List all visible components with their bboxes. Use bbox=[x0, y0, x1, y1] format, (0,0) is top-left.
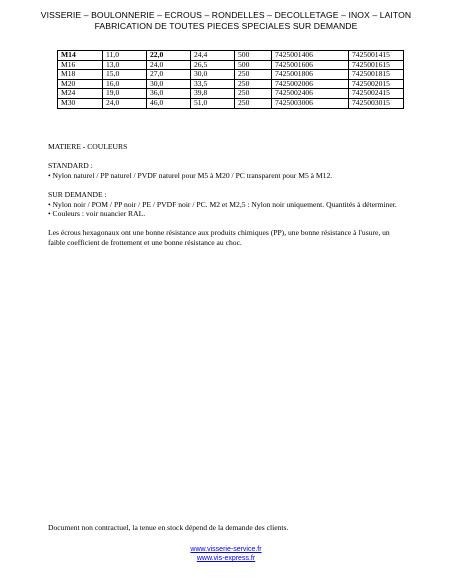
table-cell: 250 bbox=[235, 98, 272, 108]
table-cell: M20 bbox=[58, 79, 103, 89]
table-cell: 22,0 bbox=[147, 51, 191, 61]
on-demand-item-materials: • Nylon noir / POM / PP noir / PE / PVDF noir / PC. M2 et M2,5 : Nylon noir uniquement. Quantités à déterminer. bbox=[48, 199, 397, 209]
table-cell: 11,0 bbox=[103, 51, 147, 61]
materials-section bbox=[48, 142, 408, 248]
table-cell: 7425002006 bbox=[272, 79, 349, 89]
table-cell: 7425003006 bbox=[272, 98, 349, 108]
footer-disclaimer: Document non contractuel, la tenue en stock dépend de la demande des clients. bbox=[48, 523, 289, 532]
table-cell: M30 bbox=[58, 98, 103, 108]
product-description: Les écrous hexagonaux ont une bonne résistance aux produits chimiques (PP), une bonne résistance à l'usure, un faible coefficient de frottement et une bonne résistance au choc. bbox=[48, 228, 390, 247]
table-cell: 51,0 bbox=[191, 98, 235, 108]
table-cell: 16,0 bbox=[103, 79, 147, 89]
table-row bbox=[58, 70, 404, 80]
page-header bbox=[0, 10, 452, 32]
header-line-1: VISSERIE – BOULONNERIE – ECROUS – RONDELLES – DECOLLETAGE – INOX – LAITON bbox=[40, 10, 412, 20]
on-demand-item-colors: • Couleurs : voir nuancier RAL. bbox=[48, 209, 146, 219]
table-cell: 15,0 bbox=[103, 70, 147, 80]
table-cell: 7425001606 bbox=[272, 60, 349, 70]
table-cell: 19,0 bbox=[103, 89, 147, 99]
header-line-2: FABRICATION DE TOUTES PIECES SPECIALES SUR DEMANDE bbox=[94, 21, 358, 31]
table-cell: 7425003015 bbox=[349, 98, 404, 108]
table-cell: 24,4 bbox=[191, 51, 235, 61]
table-cell: 500 bbox=[235, 51, 272, 61]
table-cell: 7425001815 bbox=[349, 70, 404, 80]
table-cell: 30,0 bbox=[147, 79, 191, 89]
table-cell: 7425001806 bbox=[272, 70, 349, 80]
table-cell: 250 bbox=[235, 89, 272, 99]
table-cell: 7425001615 bbox=[349, 60, 404, 70]
table-row bbox=[58, 98, 404, 108]
table-cell: M24 bbox=[58, 89, 103, 99]
table-cell: 7425001415 bbox=[349, 51, 404, 61]
table-cell: 7425002015 bbox=[349, 79, 404, 89]
on-demand-heading: SUR DEMANDE : bbox=[48, 189, 107, 199]
table-cell: 24,0 bbox=[103, 98, 147, 108]
table-row bbox=[58, 51, 404, 61]
website-link-visserie-service[interactable]: www.visserie-service.fr bbox=[190, 546, 262, 553]
table-cell: 7425001406 bbox=[272, 51, 349, 61]
table-cell: 27,0 bbox=[147, 70, 191, 80]
table-cell: 24,0 bbox=[147, 60, 191, 70]
table-cell: 250 bbox=[235, 70, 272, 80]
table-cell: 26,5 bbox=[191, 60, 235, 70]
table-cell: M14 bbox=[58, 51, 103, 61]
materials-heading: MATIERE - COULEURS bbox=[48, 142, 128, 151]
table-cell: 13,0 bbox=[103, 60, 147, 70]
table-cell: 33,5 bbox=[191, 79, 235, 89]
table-cell: 7425002406 bbox=[272, 89, 349, 99]
specifications-table bbox=[57, 50, 404, 109]
table-cell: 250 bbox=[235, 79, 272, 89]
footer-links bbox=[0, 545, 452, 563]
table-cell: 30,0 bbox=[191, 70, 235, 80]
table-cell: 500 bbox=[235, 60, 272, 70]
website-link-vis-express[interactable]: www.vis-express.fr bbox=[196, 555, 256, 562]
table-cell: 7425002415 bbox=[349, 89, 404, 99]
table-cell: M16 bbox=[58, 60, 103, 70]
table-cell: M18 bbox=[58, 70, 103, 80]
table-cell: 46,0 bbox=[147, 98, 191, 108]
standard-heading: STANDARD : bbox=[48, 161, 93, 171]
table-cell: 36,0 bbox=[147, 89, 191, 99]
table-cell: 39,8 bbox=[191, 89, 235, 99]
standard-item: • Nylon naturel / PP naturel / PVDF naturel pour M5 à M20 / PC transparent pour M5 à M12. bbox=[48, 170, 333, 180]
